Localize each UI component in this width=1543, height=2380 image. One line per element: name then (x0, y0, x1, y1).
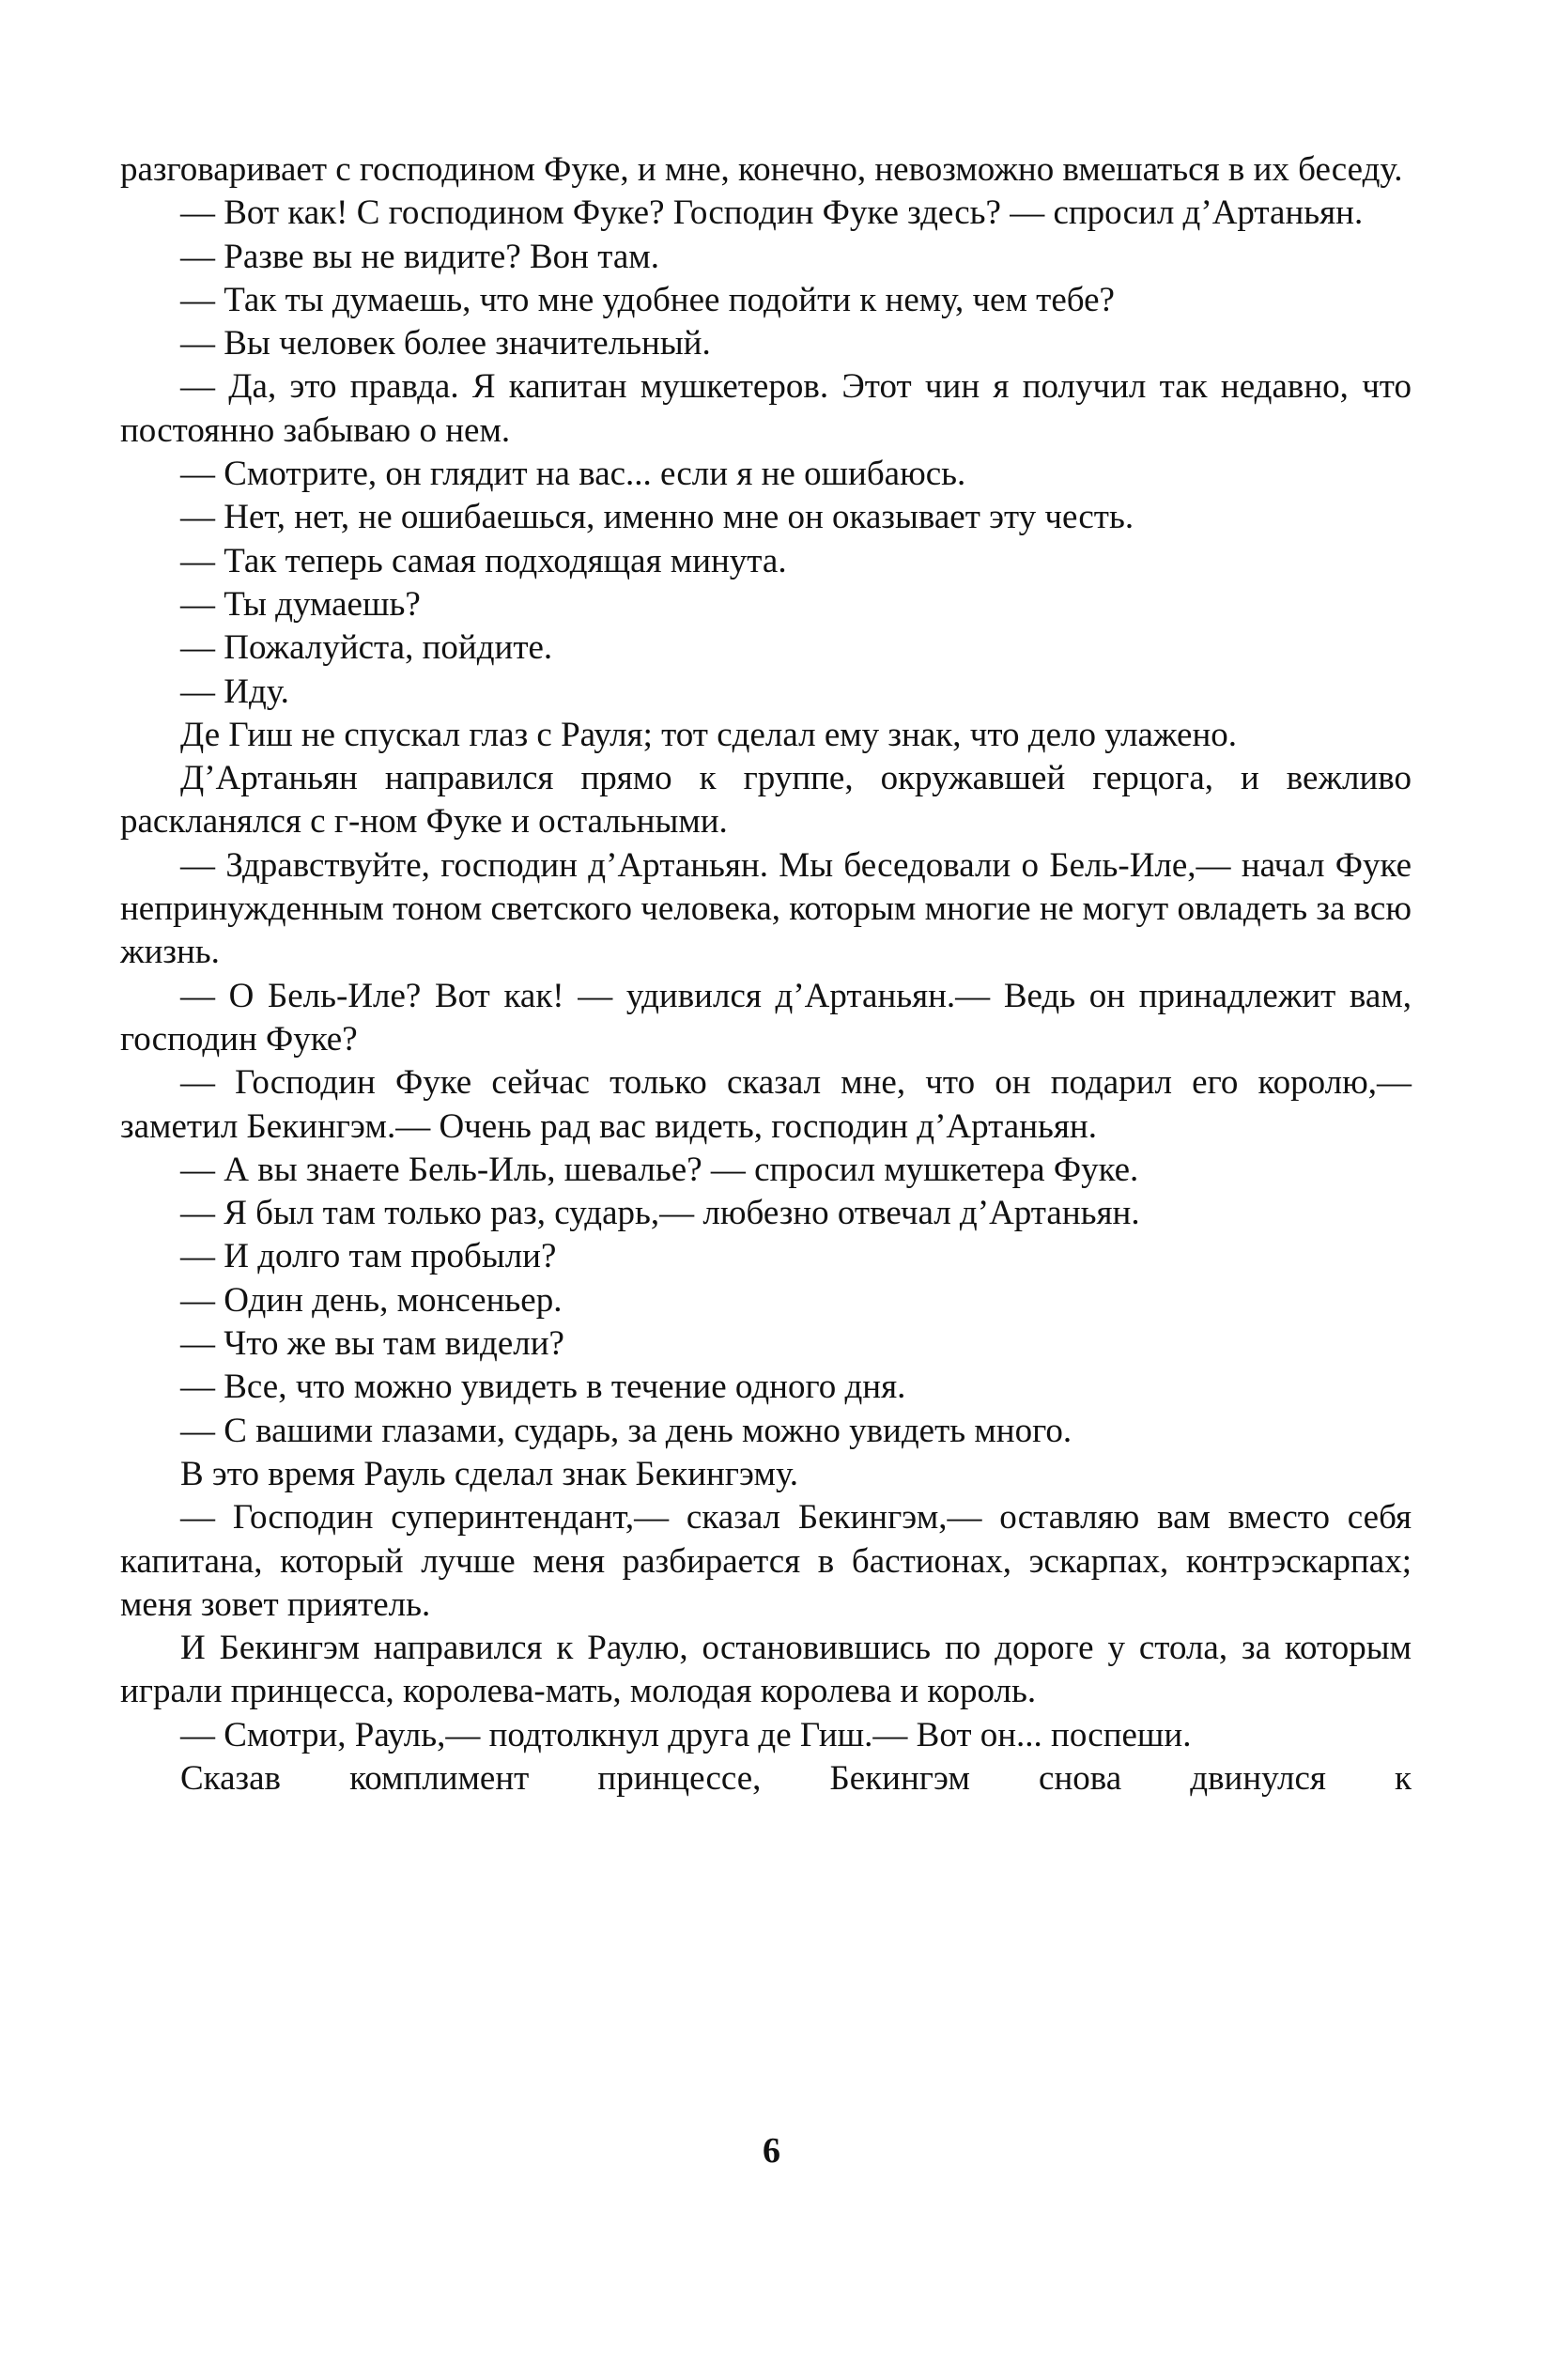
paragraph-continuation: разговаривает с господином Фуке, и мне, конечно, невозможно вмешаться в их беседу. (120, 150, 1403, 189)
paragraph: — Господин Фуке сейчас только сказал мне, что он подарил его королю,— заметил Бекингэм.— Очень рад вас видеть, господин д’Артаньян. (120, 1063, 1412, 1146)
paragraph: — Смотрите, он глядит на вас... если я не ошибаюсь. (180, 455, 966, 494)
paragraph: — Смотри, Рауль,— подтолкнул друга де Гиш.— Вот он... поспеши. (180, 1715, 1192, 1754)
paragraph: — Иду. (180, 672, 289, 711)
paragraph: — Господин суперинтендант,— сказал Бекингэм,— оставляю вам вместо себя капитана, который лучше меня разбирается в бастионах, эскарпах, контрэскарпах; меня зовет приятель. (120, 1498, 1412, 1624)
page-body (120, 148, 1412, 1800)
paragraph: В это время Рауль сделал знак Бекингэму. (180, 1454, 798, 1493)
paragraph: — А вы знаете Бель-Иль, шевалье? — спросил мушкетера Фуке. (180, 1150, 1139, 1189)
paragraph: И Бекингэм направился к Раулю, остановившись по дороге у стола, за которым играли принцесса, королева-мать, молодая королева и король. (120, 1629, 1412, 1711)
paragraph: — Ты думаешь? (180, 584, 421, 624)
paragraph: — Все, что можно увидеть в течение одного дня. (180, 1368, 906, 1407)
page-number: 6 (763, 2131, 780, 2171)
paragraph: — Вот как! С господином Фуке? Господин Фуке здесь? — спросил д’Артаньян. (180, 193, 1364, 233)
paragraph: Д’Артаньян направился прямо к группе, окружавшей герцога, и вежливо раскланялся с г-ном Фуке и остальными. (120, 759, 1412, 842)
paragraph: — Вы человек более значительный. (180, 324, 711, 363)
paragraph-last: Сказав комплимент принцессе, Бекингэм снова двинулся к (180, 1758, 1412, 1798)
paragraph: — С вашими глазами, сударь, за день можно увидеть много. (180, 1411, 1072, 1450)
paragraph: — О Бель-Иле? Вот как! — удивился д’Артаньян.— Ведь он принадлежит вам, господин Фуке? (120, 976, 1412, 1059)
paragraph: Де Гиш не спускал глаз с Рауля; тот сделал ему знак, что дело улажено. (180, 715, 1238, 754)
paragraph: — Разве вы не видите? Вон там. (180, 237, 659, 276)
paragraph: — Один день, монсеньер. (180, 1280, 563, 1320)
paragraph: — Нет, нет, не ошибаешься, именно мне он оказывает эту честь. (180, 498, 1134, 537)
paragraph: — Да, это правда. Я капитан мушкетеров. Этот чин я получил так недавно, что постоянно забываю о нем. (120, 367, 1412, 450)
paragraph: — И долго там пробыли? (180, 1237, 557, 1276)
paragraph: — Так теперь самая подходящая минута. (180, 541, 787, 580)
paragraph: — Пожалуйста, пойдите. (180, 628, 553, 668)
paragraph: — Здравствуйте, господин д’Артаньян. Мы беседовали о Бель-Иле,— начал Фуке непринужденным тоном светского человека, которым многие не могут овладеть за всю жизнь. (120, 845, 1412, 972)
paragraph: — Я был там только раз, сударь,— любезно отвечал д’Артаньян. (180, 1194, 1140, 1233)
paragraph: — Что же вы там видели? (180, 1324, 564, 1364)
paragraph: — Так ты думаешь, что мне удобнее подойти к нему, чем тебе? (180, 280, 1115, 319)
